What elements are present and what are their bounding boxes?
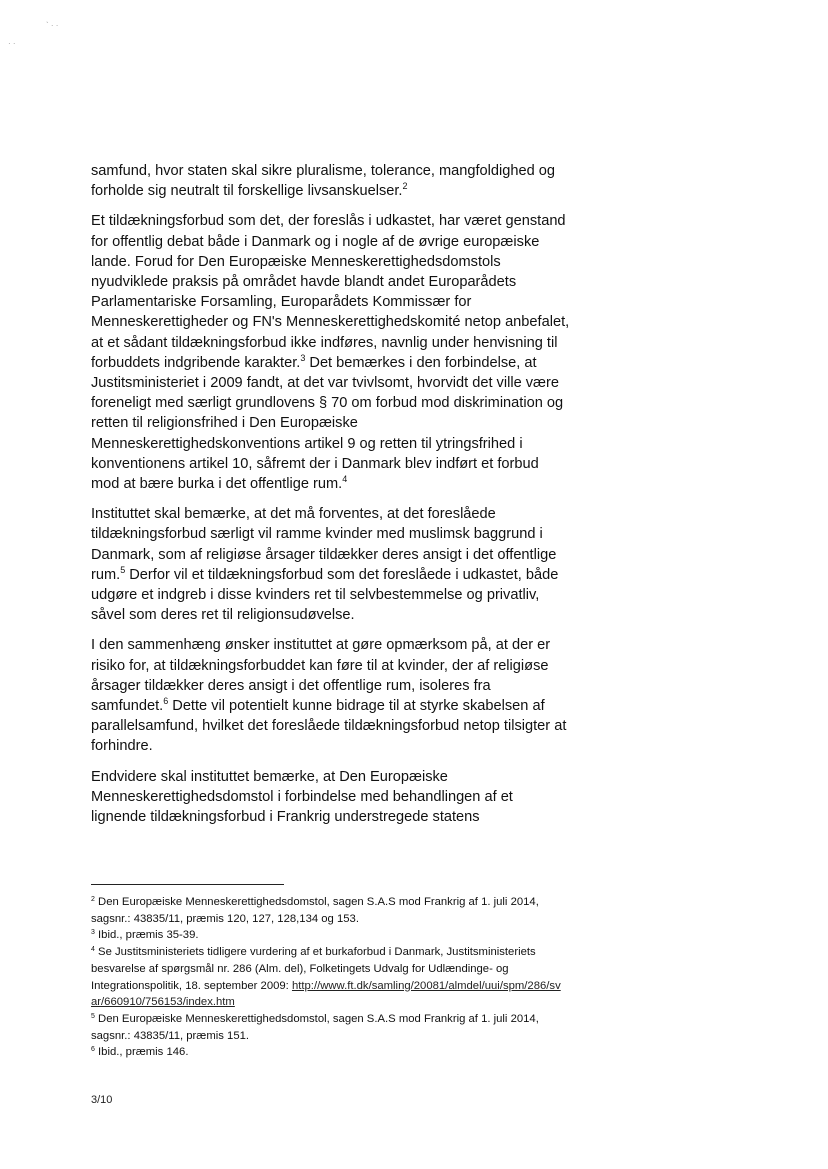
- paragraph-5: Endvidere skal instituttet bemærke, at Den Europæiske Menneskerettighedsdomstol i forbindelse med behandlingen af et lignende tildækningsforbud i Frankrig understregede statens: [91, 768, 513, 826]
- footnote-ref[interactable]: 4: [342, 474, 348, 485]
- footnote-5: $^5$ Den Europæiske Menneskerettighedsdomstol, sagen S.A.S mod Frankrig af 1. juli 2014, sagsnr.: 43835/11, præmis 151.: [91, 1012, 539, 1042]
- footnote-3: $^3$ Ibid., præmis 35-39.: [91, 929, 199, 942]
- footnote-ref[interactable]: 6: [163, 696, 169, 707]
- page-number: 3/10: [91, 1094, 113, 1106]
- paragraph-1: samfund, hvor staten skal sikre pluralisme, tolerance, mangfoldighed og forholde sig neutralt til forskellige livsanskuelser.$^2$: [91, 163, 555, 200]
- paragraph-2: Et tildækningsforbud som det, der foreslås i udkastet, har været genstand for offentlig debat både i Danmark og i nogle af de øvrige europæiske lande. Forud for Den Europæiske Menneskerettighedsdomstols nyudviklede praksis på området havde blandt andet Europarådets Parlamentariske Forsamling, Europarådets Kommissær for Menneskerettigheder og FN's Menneskerettighedskomité netop anbefalet, at et sådant tildækningsforbud ikke indføres, navnlig under henvisning til forbuddets indgribende karakter.$^3$ Det bemærkes i den forbindelse, at Justitsministeriet i 2009 fandt, at det var tvivlsomt, hvorvidt det ville være foreneligt med særligt grundlovens § 70 om forbud mod diskrimination og retten til religionsfrihed i Den Europæiske Menneskerettighedskonventions artikel 9 og retten til ytringsfrihed i konventionens artikel 10, såfremt der i Danmark blev indført et forbud mod at bære burka i det offentlige rum.$^4$: [91, 213, 570, 493]
- paragraph-3: Instituttet skal bemærke, at det må forventes, at det foreslåede tildækningsforbud særligt vil ramme kvinder med muslimsk baggrund i Danmark, som af religiøse årsager tildækker deres ansigt i det offentlige rum.$^5$ Derfor vil et tildækningsforbud som det foreslåede i udkastet, både udgøre et indgreb i disse kvinders ret til selvbestemmelse og privatliv, såvel som deres ret til religionsudøvelse.: [91, 506, 559, 624]
- paragraph-4: I den sammenhæng ønsker instituttet at gøre opmærksom på, at der er risiko for, at tildækningsforbuddet kan føre til at kvinder, der af religiøse årsager tildækker deres ansigt i det offentlige rum, isoleres fra samfundet.$^6$ Dette vil potentielt kunne bidrage til at styrke skabelsen af parallelsamfund, hvilket det foreslåede tildækningsforbud netop tilsigter at forhindre.: [91, 637, 567, 755]
- footnote-2: $^2$ Den Europæiske Menneskerettighedsdomstol, sagen S.A.S mod Frankrig af 1. juli 2014, sagsnr.: 43835/11, præmis 120, 127, 128,134 og 153.: [91, 896, 539, 925]
- scan-speck: · ·: [8, 39, 16, 48]
- footnote-ref[interactable]: 2: [402, 181, 408, 192]
- footnote-6: $^6$ Ibid., præmis 146.: [91, 1046, 189, 1059]
- footnote-separator: [91, 884, 284, 885]
- footnote-link[interactable]: http://www.ft.dk/samling/20081/almdel/uui/spm/286/svar/660910/756153/index.htm: [91, 979, 561, 1009]
- body-text: [91, 161, 571, 837]
- footnote-ref[interactable]: 3: [300, 352, 306, 363]
- footnote-ref[interactable]: 5: [120, 564, 126, 575]
- footnotes: [91, 894, 566, 1061]
- scan-speck: ` · ·: [46, 21, 59, 30]
- footnote-4: $^4$ Se Justitsministeriets tidligere vurdering af et burkaforbud i Danmark, Justitsministeriets besvarelse af spørgsmål nr. 286 (Alm. del), Folketingets Udvalg for Udlændinge- og Integrationspolitik, 18. september 2009: http://www.ft.dk/samling/20081/almdel/uui/spm/286/svar/660910/756153/index.htm: [91, 946, 561, 1009]
